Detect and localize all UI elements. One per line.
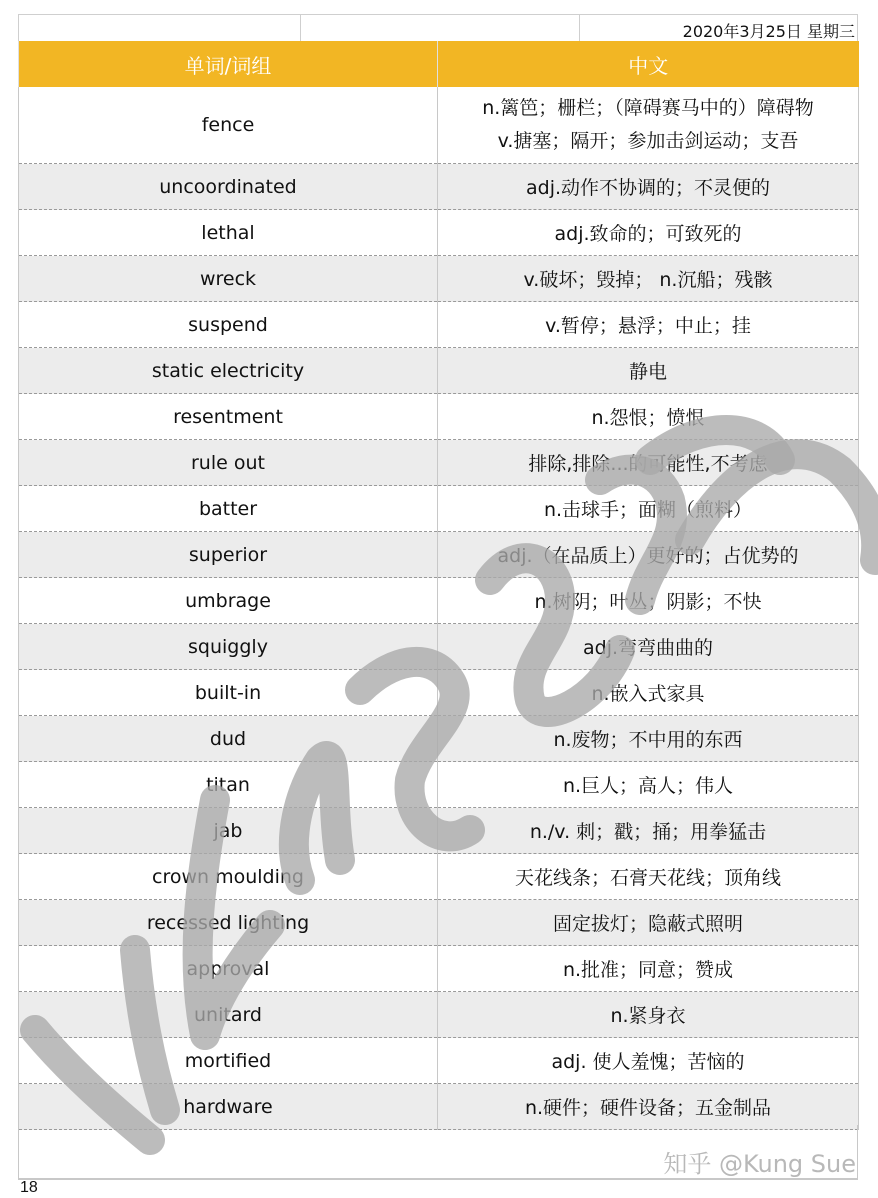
meaning-cell: [438, 716, 859, 762]
table-row: [19, 164, 859, 210]
meaning-line: 天花线条；石膏天花线；顶角线: [514, 867, 781, 889]
meaning-cell: [438, 1038, 859, 1084]
table-row: [19, 670, 859, 716]
word-cell: squiggly: [19, 624, 438, 670]
meaning-cell: [438, 532, 859, 578]
word-cell: unitard: [19, 992, 438, 1038]
meaning-cell: [438, 808, 859, 854]
meaning-line: adj. 使人羞愧；苦恼的: [551, 1051, 745, 1073]
meaning-cell: [438, 440, 859, 486]
meaning-cell: [438, 624, 859, 670]
word-cell: fence: [19, 87, 438, 164]
meaning-line: n.嵌入式家具: [591, 683, 705, 705]
word-cell: wreck: [19, 256, 438, 302]
table-row: [19, 256, 859, 302]
meaning-line: adj.（在品质上）更好的；占优势的: [497, 545, 799, 567]
table-row: [19, 394, 859, 440]
table-row: [19, 486, 859, 532]
table-row: [19, 210, 859, 256]
table-row: [19, 762, 859, 808]
meaning-line: n.怨恨；愤恨: [591, 407, 705, 429]
meaning-line: n.紧身衣: [610, 1005, 686, 1027]
meaning-line: n.硬件；硬件设备；五金制品: [524, 1097, 772, 1119]
meaning-line: adj.弯弯曲曲的: [582, 637, 714, 659]
table-row: [19, 900, 859, 946]
meaning-cell: [438, 348, 859, 394]
word-cell: mortified: [19, 1038, 438, 1084]
meaning-line: 固定拔灯；隐蔽式照明: [552, 913, 743, 935]
meaning-cell: [438, 256, 859, 302]
word-cell: umbrage: [19, 578, 438, 624]
header-divider: [300, 15, 301, 41]
meaning-cell: [438, 210, 859, 256]
word-cell: titan: [19, 762, 438, 808]
table-row: [19, 946, 859, 992]
meaning-cell: [438, 486, 859, 532]
word-cell: batter: [19, 486, 438, 532]
bottom-divider: [18, 1179, 858, 1180]
header-divider: [579, 15, 580, 41]
meaning-cell: [438, 854, 859, 900]
meaning-cell: [438, 87, 859, 164]
table-header-row: [19, 41, 859, 87]
page-number: 18: [20, 1179, 38, 1196]
word-cell: rule out: [19, 440, 438, 486]
date-label: 2020年3月25日 星期三: [682, 22, 855, 41]
top-header-bar: [18, 14, 858, 41]
meaning-line: v.破坏；毁掉； n.沉船；残骸: [523, 269, 773, 291]
meaning-line: n.篱笆；栅栏；（障碍赛马中的）障碍物: [482, 97, 814, 119]
word-cell: dud: [19, 716, 438, 762]
meaning-line: n.废物；不中用的东西: [553, 729, 743, 751]
meaning-line: v.搪塞；隔开；参加击剑运动；支吾: [497, 130, 799, 152]
meaning-line: n./v. 刺；戳；捅；用拳猛击: [529, 821, 767, 843]
table-row: [19, 532, 859, 578]
meaning-line: adj.致命的；可致死的: [554, 223, 742, 245]
word-cell: recessed lighting: [19, 900, 438, 946]
word-cell: static electricity: [19, 348, 438, 394]
vocab-table-body: [19, 87, 859, 1130]
word-cell: uncoordinated: [19, 164, 438, 210]
word-cell: approval: [19, 946, 438, 992]
table-row: [19, 440, 859, 486]
table-row: [19, 808, 859, 854]
table-row: [19, 624, 859, 670]
word-cell: resentment: [19, 394, 438, 440]
meaning-cell: [438, 900, 859, 946]
word-cell: built-in: [19, 670, 438, 716]
meaning-cell: [438, 1084, 859, 1130]
meaning-cell: [438, 302, 859, 348]
meaning-cell: [438, 578, 859, 624]
table-row: [19, 1084, 859, 1130]
word-cell: superior: [19, 532, 438, 578]
meaning-line: adj.动作不协调的；不灵便的: [525, 177, 771, 199]
meaning-line: n.巨人；高人；伟人: [562, 775, 734, 797]
table-row: [19, 348, 859, 394]
meaning-cell: [438, 164, 859, 210]
meaning-line: 排除,排除...的可能性,不考虑: [528, 453, 768, 475]
meaning-line: n.树阴；叶丛；阴影；不快: [534, 591, 762, 613]
word-cell: suspend: [19, 302, 438, 348]
meaning-line: v.暂停；悬浮；中止；挂: [545, 315, 751, 337]
meaning-cell: [438, 670, 859, 716]
table-row: [19, 854, 859, 900]
meaning-cell: [438, 762, 859, 808]
vocab-table: [18, 41, 859, 1130]
meaning-line: n.击球手；面糊（煎料）: [543, 499, 753, 521]
table-row: [19, 1038, 859, 1084]
table-row: [19, 716, 859, 762]
column-header-chinese: 中文: [438, 41, 859, 87]
table-row: [19, 87, 859, 164]
table-row: [19, 578, 859, 624]
word-cell: hardware: [19, 1084, 438, 1130]
meaning-line: n.批准；同意；赞成: [562, 959, 734, 981]
table-row: [19, 302, 859, 348]
meaning-cell: [438, 946, 859, 992]
column-header-word: 单词/词组: [19, 41, 438, 87]
meaning-line: 静电: [628, 361, 667, 383]
meaning-cell: [438, 992, 859, 1038]
word-cell: jab: [19, 808, 438, 854]
meaning-cell: [438, 394, 859, 440]
word-cell: lethal: [19, 210, 438, 256]
table-row: [19, 992, 859, 1038]
word-cell: crown moulding: [19, 854, 438, 900]
credit-watermark: 知乎 @Kung Sue: [663, 1150, 856, 1178]
